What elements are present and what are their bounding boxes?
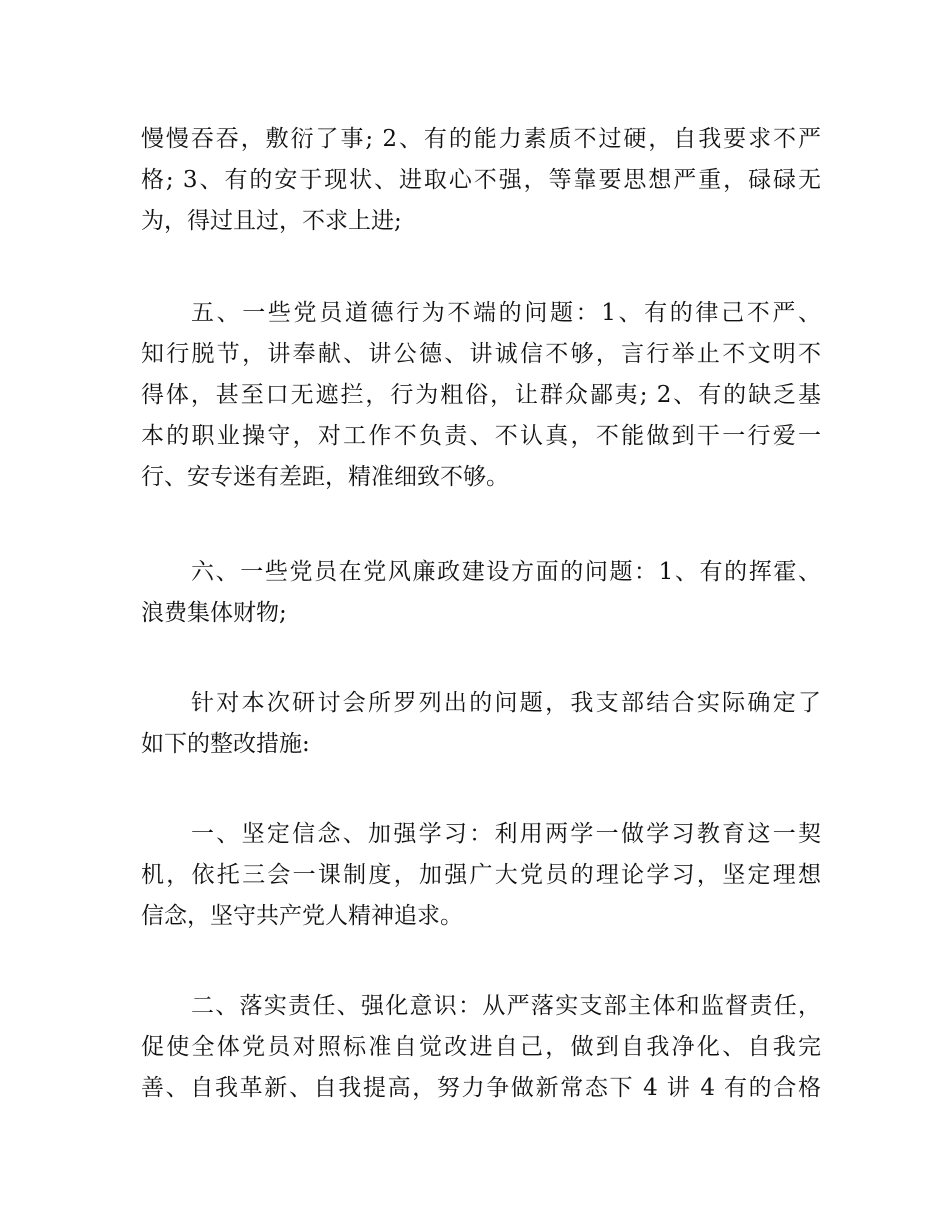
paragraph-line: 信念，坚守共产党人精神追求。 xyxy=(141,903,463,929)
paragraph-line: 促使全体党员对照标准自觉改进自己，做到自我净化、自我完 xyxy=(141,1034,821,1060)
paragraph-line: 如下的整改措施: xyxy=(141,731,310,757)
paragraph-line: 六、一些党员在党风廉政建设方面的问题：1、有的挥霍、 xyxy=(191,559,821,585)
paragraph-line: 得体，甚至口无遮拦，行为粗俗，让群众鄙夷; 2、有的缺乏基 xyxy=(141,382,821,408)
paragraph-line: 一、坚定信念、加强学习：利用两学一做学习教育这一契 xyxy=(191,821,821,847)
paragraph-line: 慢慢吞吞，敷衍了事; 2、有的能力素质不过硬，自我要求不严 xyxy=(141,126,821,152)
paragraph-line: 浪费集体财物; xyxy=(141,600,287,626)
paragraph-line: 格; 3、有的安于现状、进取心不强，等靠要思想严重，碌碌无 xyxy=(141,167,821,193)
paragraph-line: 为，得过且过，不求上进; xyxy=(141,208,402,234)
paragraph-line: 机，依托三会一课制度，加强广大党员的理论学习，坚定理想 xyxy=(141,862,821,888)
paragraph-line: 针对本次研讨会所罗列出的问题，我支部结合实际确定了 xyxy=(191,690,821,716)
paragraph-line: 知行脱节，讲奉献、讲公德、讲诚信不够，言行举止不文明不 xyxy=(141,341,821,367)
paragraph-line: 本的职业操守，对工作不负责、不认真，不能做到干一行爱一 xyxy=(141,423,821,449)
paragraph-line: 二、落实责任、强化意识：从严落实支部主体和监督责任， xyxy=(191,993,821,1019)
paragraph-line: 五、一些党员道德行为不端的问题：1、有的律己不严、 xyxy=(191,300,821,326)
paragraph-line: 行、安专迷有差距，精准细致不够。 xyxy=(141,464,509,490)
paragraph-line: 善、自我革新、自我提高，努力争做新常态下 4 讲 4 有的合格 xyxy=(141,1075,821,1101)
